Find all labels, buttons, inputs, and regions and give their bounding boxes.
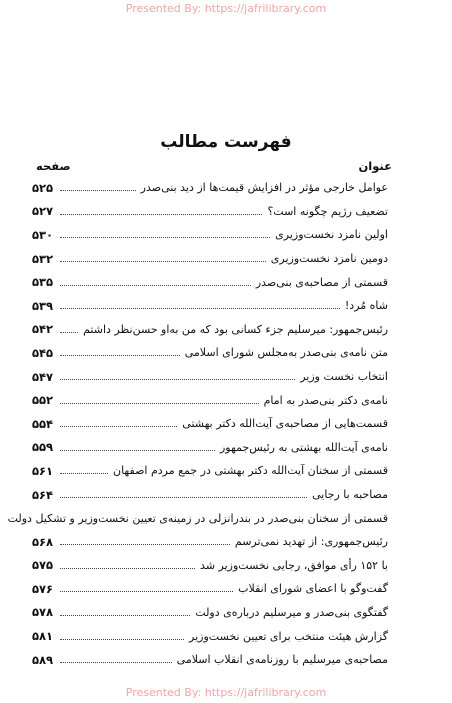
toc-entry-page: ۵۳۰ xyxy=(32,227,54,242)
dot-leader xyxy=(60,308,340,309)
dot-leader xyxy=(60,544,230,545)
page-title: فهرست مطالب xyxy=(160,132,292,152)
toc-row[interactable] xyxy=(32,294,388,318)
dot-leader xyxy=(60,591,233,592)
toc-entry-page: ۵۴۵ xyxy=(32,345,54,360)
watermark-bottom: Presented By: https://jafrilibrary.com xyxy=(125,686,327,699)
dot-leader xyxy=(60,615,190,616)
toc-entry-page: ۵۷۶ xyxy=(32,581,54,596)
toc-entry-page: ۵۲۷ xyxy=(32,204,54,219)
toc-row[interactable] xyxy=(32,200,388,224)
dot-leader xyxy=(60,214,262,215)
toc-row[interactable] xyxy=(32,483,388,507)
toc-row[interactable] xyxy=(7,506,388,530)
toc-entry-page: ۵۲۵ xyxy=(32,180,54,195)
toc-row[interactable] xyxy=(32,176,388,200)
toc-entry-page: ۵۴۲ xyxy=(32,322,54,337)
title-column-header: عنوان xyxy=(358,159,392,173)
dot-leader xyxy=(60,450,215,451)
toc-entry-page: ۵۵۴ xyxy=(32,416,54,431)
toc-entry-title: انتخاب نخست وزیر xyxy=(300,370,388,384)
toc-entry-title: قسمتی از سخنان بنی‌صدر در بندرانزلی در زمینه‌ی تعیین نخست‌وزیر و تشکیل دولت xyxy=(7,511,388,525)
dot-leader xyxy=(60,662,172,663)
toc-row[interactable] xyxy=(32,648,388,672)
toc-entry-title: مصاحبه‌ی میرسلیم با روزنامه‌ی انقلاب اسلامی xyxy=(176,653,388,667)
toc-row[interactable] xyxy=(32,341,388,365)
toc-entry-page: ۵۳۹ xyxy=(32,298,54,313)
dot-leader xyxy=(60,568,195,569)
page-column-header: صفحه xyxy=(36,159,71,173)
dot-leader xyxy=(60,332,78,333)
toc-entry-title: دومین نامزد نخست‌وزیری xyxy=(270,252,388,266)
toc-entry-page: ۵۷۸ xyxy=(32,605,54,620)
dot-leader xyxy=(60,285,251,286)
toc-entry-page: ۵۳۲ xyxy=(32,251,54,266)
toc-entry-title: قسمتی از مصاحبه‌ی بنی‌صدر xyxy=(255,275,388,289)
toc-entry-title: نامه‌ی دکتر بنی‌صدر به امام xyxy=(263,393,388,407)
toc-row[interactable] xyxy=(32,223,388,247)
toc-entry-title: گفت‌وگو با اعضای شورای انقلاب xyxy=(238,582,388,596)
dot-leader xyxy=(60,497,307,498)
toc-row[interactable] xyxy=(32,577,388,601)
toc-entry-title: شاه مُرد! xyxy=(344,299,388,313)
toc-entry-title: عوامل خارجی مؤثر در افزایش قیمت‌ها از دید بنی‌صدر xyxy=(140,181,388,195)
toc-row[interactable] xyxy=(32,365,388,389)
toc-entry-title: رئیس‌جمهور: میرسلیم جزء کسانی بود که من به‌او حسن‌نظر داشتم xyxy=(83,322,388,336)
toc-entry-title: اولین نامزد نخست‌وزیری xyxy=(275,228,388,242)
toc-row[interactable] xyxy=(32,412,388,436)
toc-entry-page: ۵۸۹ xyxy=(32,652,54,667)
toc-row[interactable] xyxy=(32,270,388,294)
table-of-contents xyxy=(7,176,388,671)
dot-leader xyxy=(60,473,108,474)
toc-entry-title: گزارش هیئت منتخب برای تعیین نخست‌وزیر xyxy=(189,629,388,643)
toc-entry-title: قسمتی از سخنان آیت‌الله دکتر بهشتی در جمع مردم اصفهان xyxy=(113,464,388,478)
dot-leader xyxy=(60,426,177,427)
dot-leader xyxy=(60,379,295,380)
toc-entry-page: ۵۸۱ xyxy=(32,629,54,644)
toc-row[interactable] xyxy=(32,318,388,342)
dot-leader xyxy=(60,403,259,404)
toc-row[interactable] xyxy=(32,554,388,578)
toc-entry-page: ۵۳۵ xyxy=(32,275,54,290)
toc-entry-title: قسمت‌هایی از مصاحبه‌ی آیت‌الله دکتر بهشتی xyxy=(182,417,388,431)
toc-row[interactable] xyxy=(32,436,388,460)
toc-row[interactable] xyxy=(32,459,388,483)
dot-leader xyxy=(60,261,266,262)
toc-row[interactable] xyxy=(32,388,388,412)
toc-entry-title: تضعیف رژیم چگونه است؟ xyxy=(267,204,388,218)
toc-row[interactable] xyxy=(32,247,388,271)
toc-entry-page: ۵۶۴ xyxy=(32,487,54,502)
toc-entry-title: متن نامه‌ی بنی‌صدر به‌مجلس شورای اسلامی xyxy=(184,346,388,360)
toc-entry-page: ۵۴۷ xyxy=(32,369,54,384)
toc-entry-page: ۵۶۱ xyxy=(32,463,54,478)
column-headers xyxy=(36,157,392,175)
toc-entry-title: نامه‌ی آیت‌الله بهشتی به رئیس‌جمهور xyxy=(220,440,388,454)
toc-row[interactable] xyxy=(32,530,388,554)
toc-row[interactable] xyxy=(32,624,388,648)
toc-entry-page: ۵۷۵ xyxy=(32,558,54,573)
toc-entry-page: ۵۵۲ xyxy=(32,393,54,408)
dot-leader xyxy=(60,190,136,191)
toc-entry-page xyxy=(0,511,1,525)
toc-entry-title: گفتگوی بنی‌صدر و میرسلیم درباره‌ی دولت xyxy=(195,605,388,619)
dot-leader xyxy=(60,639,184,640)
toc-row[interactable] xyxy=(32,601,388,625)
dot-leader xyxy=(60,237,270,238)
toc-entry-title: رئیس‌جمهوری: از تهدید نمی‌ترسم xyxy=(234,535,388,549)
toc-entry-page: ۵۵۹ xyxy=(32,440,54,455)
toc-entry-title: مصاحبه با رجایی xyxy=(312,488,388,502)
watermark-top: Presented By: https://jafrilibrary.com xyxy=(125,2,327,15)
toc-entry-page: ۵۶۸ xyxy=(32,534,54,549)
dot-leader xyxy=(60,355,180,356)
toc-entry-title: با ۱۵۲ رأی موافق، رجایی نخست‌وزیر شد xyxy=(200,558,388,572)
